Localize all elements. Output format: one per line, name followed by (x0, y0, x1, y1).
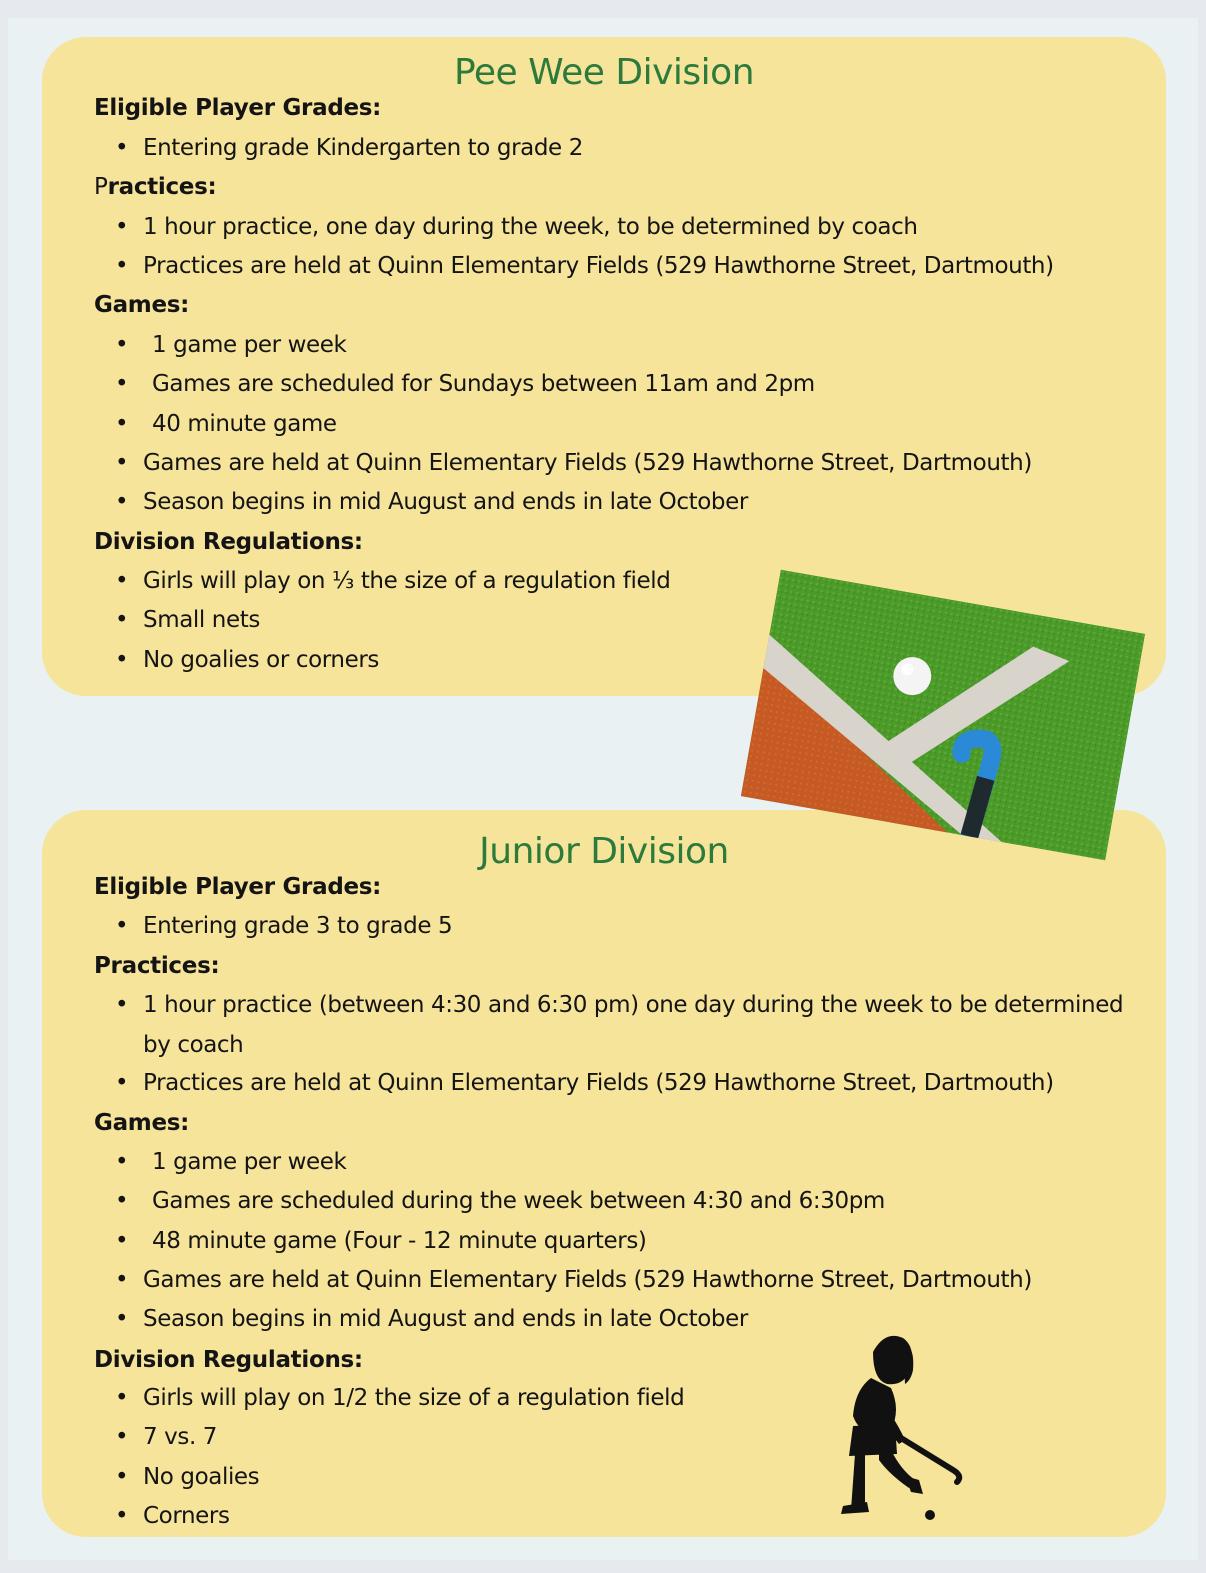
junior-practices-heading: Practices: (94, 953, 220, 979)
list-item: • 48 minute game (Four - 12 minute quarters) (115, 1228, 647, 1254)
list-item: • Games are held at Quinn Elementary Fields (529 Hawthorne Street, Dartmouth) (115, 450, 1032, 476)
list-item: • No goalies or corners (115, 647, 379, 673)
list-item: • 1 game per week (115, 332, 347, 358)
peewee-division-card (42, 37, 1166, 696)
list-item: • 1 hour practice, one day during the week, to be determined by coach (115, 214, 918, 240)
junior-title: Junior Division (479, 831, 729, 872)
list-item: • 1 game per week (115, 1149, 347, 1175)
field-hockey-player-silhouette (825, 1330, 975, 1534)
list-item: • No goalies (115, 1464, 260, 1490)
list-item: • Corners (115, 1503, 230, 1529)
list-item: • Practices are held at Quinn Elementary Fields (529 Hawthorne Street, Dartmouth) (115, 253, 1054, 279)
list-item: • Girls will play on ⅓ the size of a regulation field (115, 568, 671, 594)
peewee-title: Pee Wee Division (453, 52, 755, 93)
player-silhouette-icon (825, 1330, 975, 1530)
list-item: • 40 minute game (115, 411, 337, 437)
peewee-games-heading: Games: (94, 292, 190, 318)
list-item: • Small nets (115, 607, 260, 633)
junior-grades-heading: Eligible Player Grades: (94, 874, 382, 900)
junior-games-heading: Games: (94, 1110, 190, 1136)
list-item: • Entering grade 3 to grade 5 (115, 913, 453, 939)
junior-division-card (42, 810, 1166, 1537)
peewee-regulations-heading: Division Regulations: (94, 529, 363, 555)
list-item: • Practices are held at Quinn Elementary Fields (529 Hawthorne Street, Dartmouth) (115, 1070, 1054, 1096)
list-item: • 7 vs. 7 (115, 1424, 217, 1450)
peewee-grades-heading: Eligible Player Grades: (94, 95, 382, 121)
peewee-practices-heading: Practices: (94, 174, 217, 200)
list-item: • 1 hour practice (between 4:30 and 6:30 pm) one day during the week to be determined by coach (115, 992, 1124, 1058)
junior-regulations-heading: Division Regulations: (94, 1347, 363, 1373)
list-item: • Season begins in mid August and ends in late October (115, 489, 748, 515)
list-item: • Games are scheduled for Sundays between 11am and 2pm (115, 371, 815, 397)
list-item: • Girls will play on 1/2 the size of a regulation field (115, 1385, 685, 1411)
list-item: • Games are held at Quinn Elementary Fields (529 Hawthorne Street, Dartmouth) (115, 1267, 1032, 1293)
list-item: • Season begins in mid August and ends in late October (115, 1306, 748, 1332)
list-item: • Games are scheduled during the week between 4:30 and 6:30pm (115, 1188, 885, 1214)
list-item: • Entering grade Kindergarten to grade 2 (115, 135, 583, 161)
